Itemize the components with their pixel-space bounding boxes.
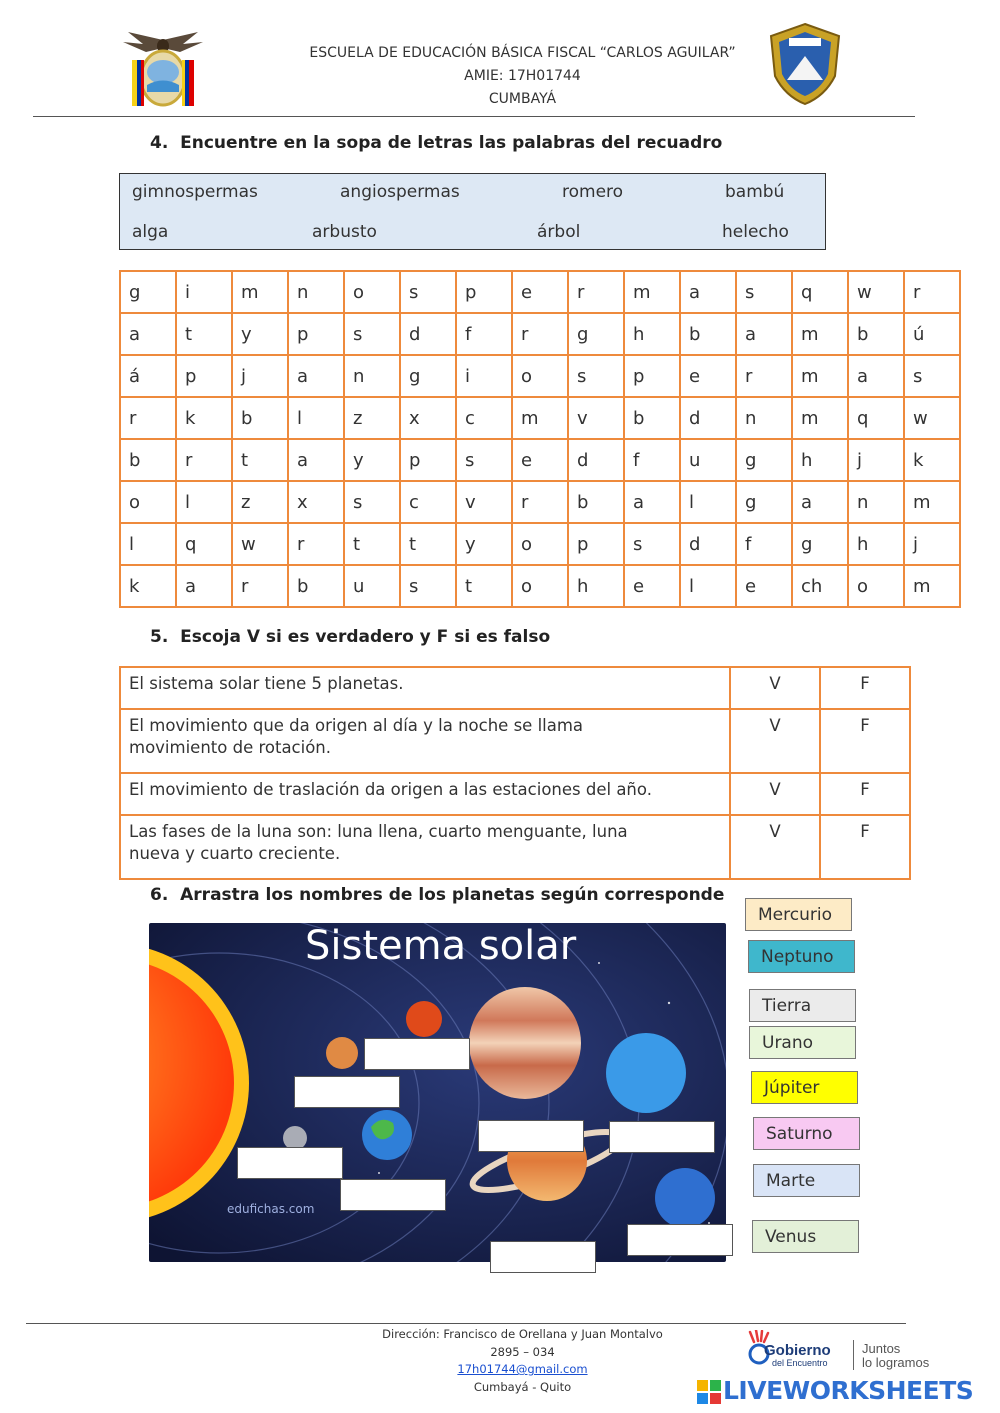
chip-mercurio[interactable]: Mercurio bbox=[745, 898, 852, 931]
option-f[interactable]: F bbox=[820, 773, 910, 815]
section6-title bbox=[150, 885, 724, 905]
neptune-planet bbox=[655, 1168, 715, 1228]
chip-venus[interactable]: Venus bbox=[752, 1220, 859, 1253]
grid-row bbox=[120, 439, 960, 481]
grid-cell[interactable]: m bbox=[792, 313, 848, 355]
footer-divider bbox=[26, 1323, 906, 1324]
footer-email-link[interactable]: 17h01744@gmail.com bbox=[457, 1362, 588, 1376]
grid-cell[interactable]: x bbox=[400, 397, 456, 439]
grid-cell[interactable]: m bbox=[904, 565, 960, 607]
grid-cell[interactable]: p bbox=[176, 355, 232, 397]
grid-cell[interactable]: s bbox=[344, 313, 400, 355]
grid-cell[interactable]: m bbox=[904, 481, 960, 523]
grid-row bbox=[120, 271, 960, 313]
grid-cell[interactable]: l bbox=[680, 565, 736, 607]
grid-cell[interactable]: p bbox=[568, 523, 624, 565]
chip-jupiter[interactable]: Júpiter bbox=[751, 1071, 858, 1104]
venus-planet bbox=[326, 1037, 358, 1069]
grid-cell[interactable]: z bbox=[232, 481, 288, 523]
school-city: CUMBAYÁ bbox=[488, 91, 557, 107]
school-header bbox=[250, 42, 795, 111]
grid-cell[interactable]: p bbox=[456, 271, 512, 313]
grid-cell[interactable]: o bbox=[848, 565, 904, 607]
grid-cell[interactable]: k bbox=[176, 397, 232, 439]
grid-cell[interactable]: r bbox=[736, 355, 792, 397]
chip-urano[interactable]: Urano bbox=[749, 1026, 856, 1059]
grid-cell[interactable]: f bbox=[736, 523, 792, 565]
true-false-row bbox=[120, 709, 910, 773]
grid-row bbox=[120, 355, 960, 397]
grid-cell[interactable]: p bbox=[288, 313, 344, 355]
option-f[interactable]: F bbox=[820, 667, 910, 709]
grid-cell[interactable]: g bbox=[792, 523, 848, 565]
grid-cell[interactable]: g bbox=[400, 355, 456, 397]
option-v[interactable]: V bbox=[730, 667, 820, 709]
grid-cell[interactable]: s bbox=[624, 523, 680, 565]
grid-cell[interactable]: g bbox=[736, 439, 792, 481]
statement-text: El movimiento de traslación da origen a las estaciones del año. bbox=[120, 773, 730, 815]
grid-cell[interactable]: l bbox=[288, 397, 344, 439]
grid-cell[interactable]: a bbox=[288, 355, 344, 397]
grid-cell[interactable]: a bbox=[848, 355, 904, 397]
section4-text: Encuentre en la sopa de letras las palabras del recuadro bbox=[180, 133, 723, 153]
liveworksheets-brand: LIVEWORKSHEETS bbox=[723, 1376, 974, 1405]
section4-title bbox=[150, 133, 722, 153]
grid-cell[interactable]: d bbox=[400, 313, 456, 355]
grid-cell[interactable]: m bbox=[792, 355, 848, 397]
section6-number: 6. bbox=[150, 885, 169, 905]
grid-cell[interactable]: a bbox=[792, 481, 848, 523]
true-false-table bbox=[119, 666, 911, 880]
grid-cell[interactable]: n bbox=[344, 355, 400, 397]
grid-cell[interactable]: r bbox=[288, 523, 344, 565]
statement-text: Las fases de la luna son: luna llena, cuarto menguante, luna nueva y cuarto creciente. bbox=[120, 815, 730, 879]
image-watermark: edufichas.com bbox=[227, 1202, 315, 1216]
grid-cell[interactable]: t bbox=[176, 313, 232, 355]
section6-text: Arrastra los nombres de los planetas según corresponde bbox=[180, 885, 725, 905]
grid-row bbox=[120, 565, 960, 607]
grid-cell[interactable]: d bbox=[680, 397, 736, 439]
section4-number: 4. bbox=[150, 133, 169, 153]
grid-cell[interactable]: d bbox=[680, 523, 736, 565]
grid-cell[interactable]: r bbox=[232, 565, 288, 607]
grid-cell[interactable]: b bbox=[624, 397, 680, 439]
grid-cell[interactable]: n bbox=[848, 481, 904, 523]
grid-row bbox=[120, 481, 960, 523]
grid-row bbox=[120, 397, 960, 439]
school-name: ESCUELA DE EDUCACIÓN BÁSICA FISCAL “CARLOS AGUILAR” bbox=[309, 45, 736, 61]
grid-cell[interactable]: o bbox=[512, 523, 568, 565]
logo-divider bbox=[853, 1340, 854, 1370]
grid-cell[interactable]: z bbox=[344, 397, 400, 439]
option-v[interactable]: V bbox=[730, 815, 820, 879]
grid-cell[interactable]: h bbox=[624, 313, 680, 355]
grid-cell[interactable]: b bbox=[680, 313, 736, 355]
grid-cell[interactable]: b bbox=[120, 439, 176, 481]
grid-cell[interactable]: b bbox=[288, 565, 344, 607]
chip-neptuno[interactable]: Neptuno bbox=[748, 940, 855, 973]
grid-cell[interactable]: w bbox=[904, 397, 960, 439]
grid-cell[interactable]: m bbox=[232, 271, 288, 313]
grid-cell[interactable]: p bbox=[400, 439, 456, 481]
grid-cell[interactable]: r bbox=[904, 271, 960, 313]
grid-cell[interactable]: l bbox=[680, 481, 736, 523]
drop-target[interactable] bbox=[478, 1120, 584, 1152]
grid-cell[interactable]: o bbox=[344, 271, 400, 313]
option-v[interactable]: V bbox=[730, 709, 820, 773]
ecuador-coat-of-arms-logo bbox=[118, 30, 208, 112]
word-list-box bbox=[119, 173, 826, 250]
grid-cell[interactable]: i bbox=[456, 355, 512, 397]
grid-cell[interactable]: l bbox=[120, 523, 176, 565]
grid-cell[interactable]: g bbox=[120, 271, 176, 313]
drop-target[interactable] bbox=[237, 1147, 343, 1179]
footer-phone: 2895 – 034 bbox=[490, 1344, 555, 1359]
grid-cell[interactable]: x bbox=[288, 481, 344, 523]
grid-cell[interactable]: s bbox=[904, 355, 960, 397]
grid-cell[interactable]: k bbox=[120, 565, 176, 607]
solar-system-image bbox=[149, 923, 726, 1262]
header-divider bbox=[33, 116, 915, 117]
word-item: arbusto bbox=[312, 222, 377, 242]
grid-cell[interactable]: w bbox=[232, 523, 288, 565]
grid-cell[interactable]: t bbox=[232, 439, 288, 481]
word-item: bambú bbox=[725, 182, 785, 202]
grid-cell[interactable]: f bbox=[456, 313, 512, 355]
grid-cell[interactable]: á bbox=[120, 355, 176, 397]
grid-cell[interactable]: e bbox=[512, 271, 568, 313]
grid-cell[interactable]: q bbox=[176, 523, 232, 565]
chip-marte[interactable]: Marte bbox=[753, 1164, 860, 1197]
footer-location: Cumbayá - Quito bbox=[473, 1379, 572, 1394]
gobierno-logo bbox=[748, 1328, 858, 1370]
grid-cell[interactable]: p bbox=[624, 355, 680, 397]
grid-cell[interactable]: e bbox=[624, 565, 680, 607]
statement-text: El sistema solar tiene 5 planetas. bbox=[120, 667, 730, 709]
section5-text: Escoja V si es verdadero y F si es falso bbox=[180, 627, 551, 647]
grid-cell[interactable]: b bbox=[232, 397, 288, 439]
grid-cell[interactable]: k bbox=[904, 439, 960, 481]
grid-cell[interactable]: m bbox=[624, 271, 680, 313]
grid-cell[interactable]: h bbox=[568, 565, 624, 607]
school-shield-logo bbox=[765, 22, 845, 106]
grid-cell[interactable]: a bbox=[176, 565, 232, 607]
grid-cell[interactable]: m bbox=[512, 397, 568, 439]
footer-contact bbox=[340, 1326, 705, 1396]
grid-cell[interactable]: m bbox=[792, 397, 848, 439]
grid-cell[interactable]: q bbox=[848, 397, 904, 439]
chip-tierra[interactable]: Tierra bbox=[749, 989, 856, 1022]
grid-cell[interactable]: r bbox=[512, 313, 568, 355]
grid-cell[interactable]: s bbox=[400, 565, 456, 607]
grid-cell[interactable]: s bbox=[400, 271, 456, 313]
grid-cell[interactable]: ú bbox=[904, 313, 960, 355]
grid-cell[interactable]: a bbox=[680, 271, 736, 313]
jupiter-planet bbox=[469, 987, 581, 1099]
option-f[interactable]: F bbox=[820, 709, 910, 773]
grid-row bbox=[120, 313, 960, 355]
image-title: Sistema solar bbox=[305, 923, 577, 969]
grid-cell[interactable]: y bbox=[344, 439, 400, 481]
grid-cell[interactable]: n bbox=[288, 271, 344, 313]
footer-address: Dirección: Francisco de Orellana y Juan Montalvo bbox=[382, 1327, 663, 1341]
word-item: alga bbox=[132, 222, 169, 242]
grid-cell[interactable]: b bbox=[568, 481, 624, 523]
section5-number: 5. bbox=[150, 627, 169, 647]
grid-cell[interactable]: j bbox=[848, 439, 904, 481]
true-false-row bbox=[120, 773, 910, 815]
grid-cell[interactable]: n bbox=[736, 397, 792, 439]
gobierno-title: Gobierno bbox=[764, 1342, 831, 1359]
grid-cell[interactable]: a bbox=[736, 313, 792, 355]
mars-planet bbox=[406, 1001, 442, 1037]
grid-cell[interactable]: f bbox=[624, 439, 680, 481]
grid-cell[interactable]: i bbox=[176, 271, 232, 313]
true-false-row bbox=[120, 667, 910, 709]
drop-target[interactable] bbox=[490, 1241, 596, 1273]
drop-target[interactable] bbox=[627, 1224, 733, 1256]
slogan-line2: lo logramos bbox=[862, 1355, 930, 1370]
liveworksheets-logo-icon bbox=[697, 1380, 721, 1404]
grid-cell[interactable]: g bbox=[568, 313, 624, 355]
grid-cell[interactable]: a bbox=[120, 313, 176, 355]
grid-cell[interactable]: r bbox=[568, 271, 624, 313]
grid-cell[interactable]: r bbox=[176, 439, 232, 481]
grid-cell[interactable]: o bbox=[120, 481, 176, 523]
grid-cell[interactable]: r bbox=[512, 481, 568, 523]
true-false-row bbox=[120, 815, 910, 879]
grid-cell[interactable]: c bbox=[456, 397, 512, 439]
grid-cell[interactable]: w bbox=[848, 271, 904, 313]
statement-text: El movimiento que da origen al día y la noche se llama movimiento de rotación. bbox=[120, 709, 730, 773]
grid-cell[interactable]: j bbox=[232, 355, 288, 397]
grid-cell[interactable]: h bbox=[792, 439, 848, 481]
grid-cell[interactable]: u bbox=[344, 565, 400, 607]
word-item: gimnospermas bbox=[132, 182, 258, 202]
amie-code: AMIE: 17H01744 bbox=[464, 68, 581, 84]
grid-cell[interactable]: d bbox=[568, 439, 624, 481]
grid-cell[interactable]: o bbox=[512, 355, 568, 397]
grid-cell[interactable]: s bbox=[344, 481, 400, 523]
grid-cell[interactable]: b bbox=[848, 313, 904, 355]
grid-cell[interactable]: l bbox=[176, 481, 232, 523]
grid-cell[interactable]: y bbox=[232, 313, 288, 355]
word-item: angiospermas bbox=[340, 182, 460, 202]
grid-cell[interactable]: c bbox=[400, 481, 456, 523]
slogan bbox=[862, 1342, 929, 1370]
option-v[interactable]: V bbox=[730, 773, 820, 815]
grid-cell[interactable]: j bbox=[904, 523, 960, 565]
grid-cell[interactable]: v bbox=[568, 397, 624, 439]
grid-cell[interactable]: q bbox=[792, 271, 848, 313]
grid-cell[interactable]: t bbox=[456, 565, 512, 607]
drop-target[interactable] bbox=[609, 1121, 715, 1153]
grid-cell[interactable]: e bbox=[512, 439, 568, 481]
grid-cell[interactable]: t bbox=[400, 523, 456, 565]
grid-cell[interactable]: s bbox=[456, 439, 512, 481]
word-item: romero bbox=[562, 182, 624, 202]
grid-cell[interactable]: e bbox=[680, 355, 736, 397]
gobierno-subtitle: del Encuentro bbox=[772, 1358, 828, 1368]
drop-target[interactable] bbox=[364, 1038, 470, 1070]
chip-saturno[interactable]: Saturno bbox=[753, 1117, 860, 1150]
grid-cell[interactable]: t bbox=[344, 523, 400, 565]
grid-cell[interactable]: o bbox=[512, 565, 568, 607]
uranus-planet bbox=[606, 1033, 686, 1113]
grid-cell[interactable]: e bbox=[736, 565, 792, 607]
word-search-grid bbox=[119, 270, 961, 608]
option-f[interactable]: F bbox=[820, 815, 910, 879]
grid-cell[interactable]: g bbox=[736, 481, 792, 523]
grid-cell[interactable]: s bbox=[568, 355, 624, 397]
drop-target[interactable] bbox=[340, 1179, 446, 1211]
grid-cell[interactable]: a bbox=[624, 481, 680, 523]
grid-cell[interactable]: y bbox=[456, 523, 512, 565]
grid-row bbox=[120, 523, 960, 565]
grid-cell[interactable]: h bbox=[848, 523, 904, 565]
word-item: helecho bbox=[722, 222, 789, 242]
section5-title bbox=[150, 627, 550, 647]
grid-cell[interactable]: a bbox=[288, 439, 344, 481]
grid-cell[interactable]: r bbox=[120, 397, 176, 439]
drop-target[interactable] bbox=[294, 1076, 400, 1108]
word-item: árbol bbox=[537, 222, 581, 242]
grid-cell[interactable]: v bbox=[456, 481, 512, 523]
grid-cell[interactable]: s bbox=[736, 271, 792, 313]
grid-cell[interactable]: ch bbox=[792, 565, 848, 607]
grid-cell[interactable]: u bbox=[680, 439, 736, 481]
slogan-line1: Juntos bbox=[862, 1341, 901, 1356]
